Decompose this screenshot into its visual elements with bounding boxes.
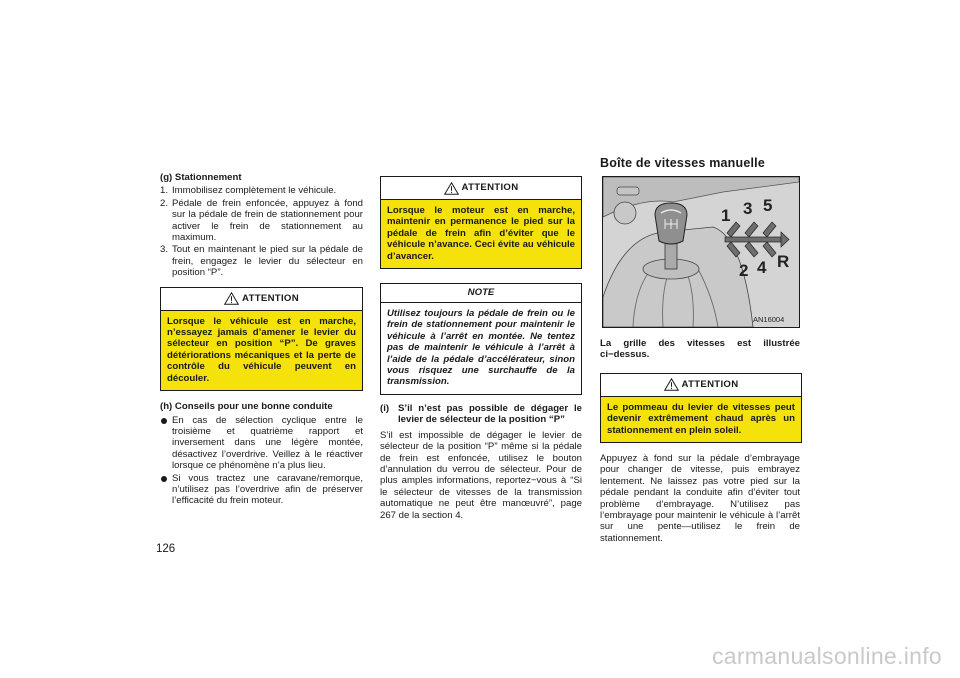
gear-label-bottom-3: R <box>777 252 790 271</box>
attention-box-knob <box>600 373 802 443</box>
warning-triangle-icon <box>224 292 239 305</box>
parking-steps <box>160 185 363 278</box>
page-number: 126 <box>156 543 176 555</box>
list-item: 2. Pédale de frein enfoncée, appuyez à fond sur la pédale de frein de stationnement pour activer le frein de stationnement au maximum. <box>160 197 363 244</box>
attention-title: ATTENTION <box>461 182 519 194</box>
watermark: carmanualsonline.info <box>711 643 942 669</box>
gear-label-top-3: 5 <box>763 196 773 215</box>
figure-caption: La grille des vitesses est illustrée ci−dessus. <box>600 338 800 361</box>
left-column <box>160 172 363 508</box>
section-i-heading: (i) S’il n’est pas possible de dégager le levier de sélecteur de la position “P” <box>380 402 582 426</box>
attention-box-engine <box>380 176 582 269</box>
gear-label-top-1: 1 <box>721 206 731 225</box>
bullet-icon <box>161 476 167 482</box>
bullet-icon <box>161 418 167 424</box>
attention-header <box>161 288 362 311</box>
section-h-heading: (h) Conseils pour une bonne conduite <box>160 401 333 413</box>
attention-text: Le pommeau du levier de vitesses peut devenir extrêmement chaud après un stationnement en plein soleil. <box>607 401 795 436</box>
warning-triangle-icon <box>444 182 459 195</box>
note-text: Utilisez toujours la pédale de frein ou le frein de stationnement pour maintenir le véhicule à l’arrêt en montée. Ne tentez pas de maintenir le véhicule à l’arrêt à l’aide de la pédale d’accélérateur, sinon vous risquez une surchauffe de la transmission. <box>387 308 575 388</box>
note-box <box>380 283 582 395</box>
gear-label-top-2: 3 <box>743 199 753 218</box>
attention-header <box>601 374 801 397</box>
middle-column <box>380 176 582 521</box>
list-item: En cas de sélection cyclique entre le troisième et quatrième rapport et inversement dans une légère montée, désactivez l’overdrive. Veillez à le réactiver lorsque ce phénomène n’a plus lieu. <box>160 415 363 472</box>
attention-box-parking <box>160 287 363 391</box>
section-i-body: S’il est impossible de dégager le levier de sélecteur de la position “P” même si la pédale de frein est enfoncée, utilisez le bouton d’annulation du verrou de sélecteur. Pour de plus amples informations, reportez−vous à “Si le sélecteur de vitesses de la transmission automatique ne peut être manœuvré”, page 267 de la section 4. <box>380 429 582 521</box>
attention-title: ATTENTION <box>242 292 299 304</box>
list-item: 3. Tout en maintenant le pied sur la pédale de frein, engagez le levier du sélecteur en position “P”. <box>160 244 363 279</box>
warning-triangle-icon <box>664 378 679 391</box>
attention-header <box>381 177 581 200</box>
section-title: Boîte de vitesses manuelle <box>600 156 765 170</box>
gear-label-bottom-1: 2 <box>739 261 749 280</box>
attention-text: Lorsque le moteur est en marche, maintenir en permanence le pied sur la pédale de frein afin d’éviter que le véhicule n’avance. Ceci évite au véhicule d’avancer. <box>387 205 575 262</box>
figure-code: AN16004 <box>753 315 785 324</box>
attention-title: ATTENTION <box>681 379 739 391</box>
note-title: NOTE <box>381 284 581 303</box>
gear-shift-drawing <box>603 177 799 327</box>
gear-shift-illustration <box>602 176 800 328</box>
right-column <box>600 338 800 544</box>
list-item: Si vous tractez une caravane/remorque, n’utilisez pas l’overdrive afin de préserver l’efficacité du frein moteur. <box>160 473 363 507</box>
attention-text: Lorsque le véhicule est en marche, n’essayez jamais d’amener le levier du sélecteur en position “P”. De graves détériorations mécaniques et la perte de contrôle du véhicule peuvent en découler. <box>167 315 356 384</box>
list-item: 1. Immobilisez complètement le véhicule. <box>160 185 337 197</box>
driving-tips <box>160 415 363 507</box>
clutch-instructions: Appuyez à fond sur la pédale d’embrayage pour changer de vitesse, puis embrayez lentement. Ne laissez pas votre pied sur la pédale pendant la conduite afin d’éviter tout problème d’embrayage. N’utilisez pas l’embrayage pour maintenir le véhicule à l’arrêt sur une pente—utilisez le frein de stationnement. <box>600 453 800 544</box>
section-g-heading: (g) Stationnement <box>160 172 242 183</box>
gear-label-bottom-2: 4 <box>757 258 767 277</box>
